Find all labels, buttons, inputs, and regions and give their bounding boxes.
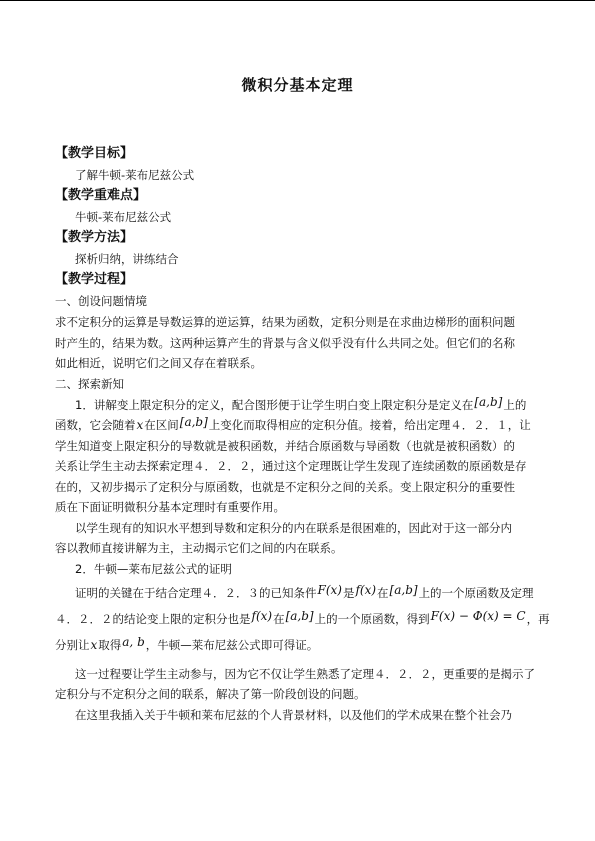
text-run: ，牛顿—莱布尼兹公式即可得证。 (145, 637, 319, 652)
text-run: 证明的关键在于结合定理４．２．３的已知条件 (75, 585, 317, 600)
math-variable: x (90, 637, 98, 652)
math-function: f(x) (355, 582, 377, 597)
paragraph-line: 如此相近，说明它们之间又存在着联系。 (55, 356, 262, 370)
math-variable: x (136, 418, 144, 432)
math-interval: [a,b] (179, 415, 208, 429)
text-run: ４．２．２的结论变上限的定积分也是 (55, 611, 251, 626)
document-body (55, 143, 550, 725)
math-function: F(x) (317, 582, 342, 597)
section-heading-method: 【教学方法】 (55, 230, 134, 245)
math-function: f(x) (251, 608, 273, 623)
text-run: 函数，它会随着 (55, 418, 136, 432)
paragraph-line: 质在下面证明微积分基本定理时有重要作用。 (55, 500, 285, 514)
paragraph-line (55, 632, 539, 658)
paragraph-line (55, 580, 539, 606)
text-run: 在 (377, 585, 389, 600)
paragraph-line: 关系让学生主动去探索定理４．２．２，通过这个定理既让学生发现了连续函数的原函数是存 (55, 459, 527, 473)
paragraph-line: 容以教师直接讲解为主，主动揭示它们之间的内在联系。 (55, 541, 343, 555)
math-interval: [a,b] (285, 608, 314, 623)
paragraph-line: 定积分与不定积分之间的联系，解决了第一阶段创设的问题。 (55, 687, 366, 701)
paragraph-line: 求不定积分的运算是导数运算的逆运算，结果为函数，定积分则是在求曲边梯形的面积问题 (55, 315, 515, 329)
text-run: 在区间 (144, 418, 179, 432)
text-run: 在 (273, 611, 285, 626)
paragraph-line (55, 606, 550, 632)
paragraph-line: 在这里我插入关于牛顿和莱布尼兹的个人背景材料，以及他们的学术成果在整个社会乃 (75, 707, 512, 722)
section-body-goal: 了解牛顿-莱布尼兹公式 (75, 168, 195, 182)
section-body-method: 探析归纳，讲练结合 (75, 252, 179, 266)
text-run: 上的一个原函数，得到 (314, 611, 430, 626)
section-body-key: 牛顿-莱布尼兹公式 (75, 210, 172, 224)
subsection-heading: 2．牛顿—莱布尼兹公式的证明 (75, 561, 232, 576)
document-title: 微积分基本定理 (241, 76, 354, 94)
text-run: 上变化而取得相应的定积分值。接着，给出定理４．２．１，让 (208, 418, 531, 432)
text-run: ，再 (526, 611, 550, 626)
paragraph-line: 以学生现有的知识水平想到导数和定积分的内在联系是很困难的，因此对于这一部分内 (75, 520, 512, 535)
paragraph-line: 在的，又初步揭示了定积分与原函数，也就是不定积分之间的关系。变上限定积分的重要性 (55, 479, 515, 494)
math-interval: [a,b] (389, 582, 418, 597)
part1-heading: 一、创设问题情境 (55, 294, 147, 308)
paragraph-line: 这一过程要让学生主动参与，因为它不仅让学生熟悉了定理４．２．２，更重要的是揭示了 (75, 666, 535, 681)
section-heading-goal: 【教学目标】 (55, 146, 134, 161)
text-run: 1．讲解变上限定积分的定义，配合图形便于让学生明白变上限定积分是定义在 (75, 397, 474, 412)
section-heading-process: 【教学过程】 (55, 272, 134, 287)
math-equation: F(x) − Φ(x) = C (430, 608, 526, 623)
section-heading-key: 【教学重难点】 (55, 188, 147, 203)
paragraph-line: 学生知道变上限定积分的导数就是被积函数，并结合原函数与导函数（也就是被积函数）的 (55, 438, 515, 453)
math-interval: [a,b] (474, 394, 503, 409)
part2-heading: 二、探索新知 (55, 376, 124, 391)
paragraph-line (55, 415, 539, 436)
math-values: a, b (122, 634, 145, 649)
text-run: 是 (342, 585, 355, 600)
paragraph-line: 时产生的，结果为数。这两种运算产生的背景与含义似乎没有什么共同之处。但它们的名称 (55, 335, 515, 350)
text-run: 取得 (98, 637, 122, 652)
paragraph-line (55, 395, 539, 416)
text-run: 上的一个原函数及定理 (418, 585, 534, 600)
text-run: 分别让 (55, 637, 90, 652)
text-run: 上的 (503, 397, 527, 412)
